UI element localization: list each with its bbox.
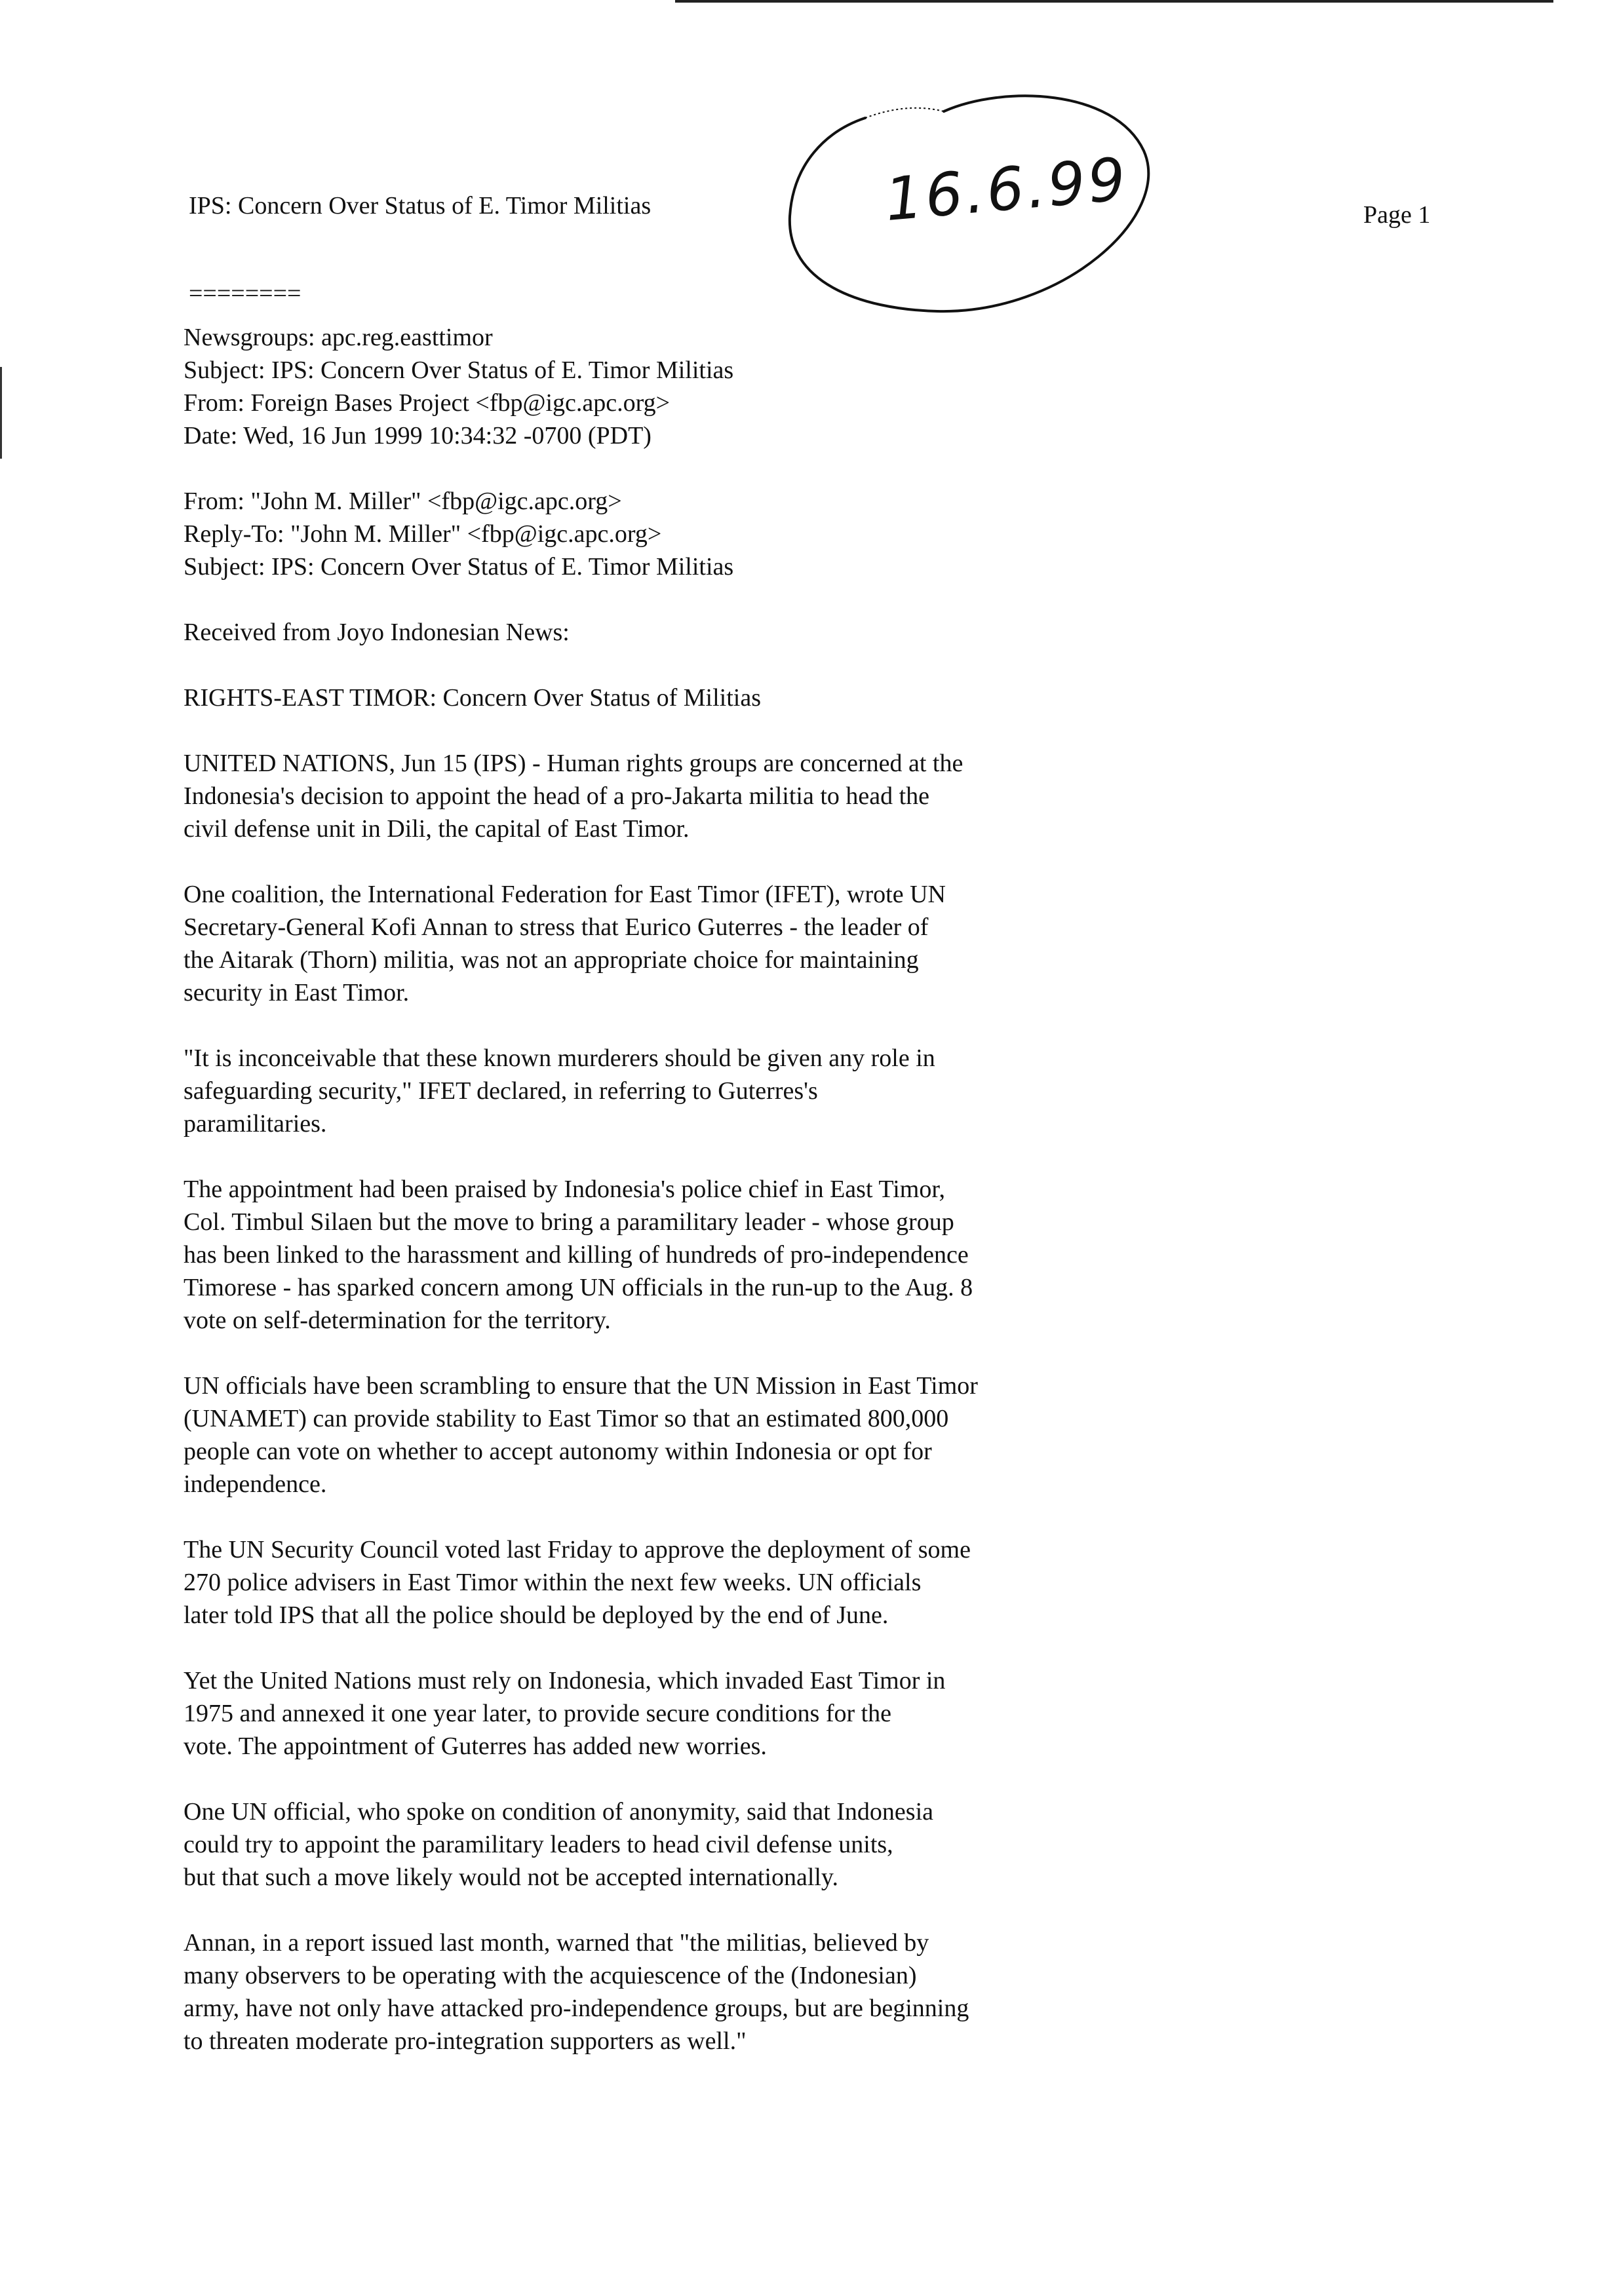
- article-paragraph: [184, 1369, 1114, 1501]
- paragraph-line: Secretary-General Kofi Annan to stress that Eurico Guterres - the leader of: [184, 913, 929, 941]
- paragraph-line: Indonesia's decision to appoint the head of a pro-Jakarta militia to head the: [184, 782, 930, 810]
- paragraph-line: but that such a move likely would not be accepted internationally.: [184, 1864, 838, 1891]
- paragraph-line: vote on self-determination for the territory.: [184, 1307, 611, 1334]
- received-line: Received from Joyo Indonesian News:: [184, 619, 570, 646]
- page-number: Page 1: [1363, 201, 1431, 229]
- paragraph-line: UNITED NATIONS, Jun 15 (IPS) - Human rights groups are concerned at the: [184, 750, 963, 777]
- paragraph-line: could try to appoint the paramilitary leaders to head civil defense units,: [184, 1831, 893, 1858]
- paragraph-line: to threaten moderate pro-integration supporters as well.": [184, 2027, 747, 2055]
- document-body: [184, 321, 1114, 2057]
- forward-header: [184, 485, 1114, 583]
- forward-from-line: From: "John M. Miller" <fbp@igc.apc.org>: [184, 488, 622, 515]
- handwritten-date-stamp: [787, 92, 1154, 328]
- date-line: Date: Wed, 16 Jun 1999 10:34:32 -0700 (PDT): [184, 422, 652, 450]
- article-paragraph: [184, 878, 1114, 1009]
- paragraph-line: Timorese - has sparked concern among UN officials in the run-up to the Aug. 8: [184, 1274, 973, 1301]
- paragraph-line: security in East Timor.: [184, 979, 410, 1006]
- article-paragraph: [184, 1795, 1114, 1894]
- left-scan-mark: [0, 367, 2, 459]
- paragraph-line: 1975 and annexed it one year later, to provide secure conditions for the: [184, 1700, 892, 1727]
- paragraph-line: many observers to be operating with the acquiescence of the (Indonesian): [184, 1962, 917, 1989]
- paragraph-line: The UN Security Council voted last Friday to approve the deployment of some: [184, 1536, 971, 1563]
- paragraph-line: later told IPS that all the police should be deployed by the end of June.: [184, 1601, 889, 1629]
- paragraph-line: people can vote on whether to accept autonomy within Indonesia or opt for: [184, 1438, 932, 1465]
- paragraph-line: civil defense unit in Dili, the capital of East Timor.: [184, 815, 690, 843]
- paragraph-line: safeguarding security," IFET declared, in referring to Guterres's: [184, 1077, 818, 1105]
- reply-to-line: Reply-To: "John M. Miller" <fbp@igc.apc.org>: [184, 520, 662, 548]
- subject-line: Subject: IPS: Concern Over Status of E. Timor Militias: [184, 356, 734, 384]
- article-headline: RIGHTS-EAST TIMOR: Concern Over Status of Militias: [184, 684, 761, 712]
- paragraph-line: Annan, in a report issued last month, warned that "the militias, believed by: [184, 1929, 929, 1957]
- paragraph-line: (UNAMET) can provide stability to East Timor so that an estimated 800,000: [184, 1405, 949, 1432]
- paragraph-line: 270 police advisers in East Timor within the next few weeks. UN officials: [184, 1569, 922, 1596]
- paragraph-line: UN officials have been scrambling to ensure that the UN Mission in East Timor: [184, 1372, 978, 1400]
- paragraph-line: army, have not only have attacked pro-independence groups, but are beginning: [184, 1995, 969, 2022]
- paragraph-line: "It is inconceivable that these known murderers should be given any role in: [184, 1044, 935, 1072]
- paragraph-line: has been linked to the harassment and killing of hundreds of pro-independence: [184, 1241, 969, 1269]
- paragraph-line: Yet the United Nations must rely on Indonesia, which invaded East Timor in: [184, 1667, 946, 1694]
- header-separator: ========: [189, 280, 302, 307]
- paragraph-line: independence.: [184, 1470, 327, 1498]
- paragraph-line: the Aitarak (Thorn) militia, was not an appropriate choice for maintaining: [184, 946, 919, 974]
- article-paragraph: [184, 1926, 1114, 2057]
- paragraph-line: paramilitaries.: [184, 1110, 327, 1138]
- article-paragraph: [184, 1042, 1114, 1140]
- article-paragraph: [184, 1173, 1114, 1337]
- newsgroups-line: Newsgroups: apc.reg.easttimor: [184, 324, 493, 351]
- top-scan-rule: [675, 0, 1553, 3]
- article-paragraph: [184, 747, 1114, 845]
- from-line: From: Foreign Bases Project <fbp@igc.apc.org>: [184, 389, 671, 417]
- article-paragraph: [184, 1533, 1114, 1632]
- document-title: IPS: Concern Over Status of E. Timor Militias: [189, 192, 652, 220]
- article-paragraph: [184, 1664, 1114, 1763]
- forward-subject-line: Subject: IPS: Concern Over Status of E. Timor Militias: [184, 553, 734, 581]
- paragraph-line: One UN official, who spoke on condition of anonymity, said that Indonesia: [184, 1798, 934, 1826]
- paragraph-line: One coalition, the International Federation for East Timor (IFET), wrote UN: [184, 881, 946, 908]
- paragraph-line: vote. The appointment of Guterres has added new worries.: [184, 1732, 767, 1760]
- handwritten-date: 16.6.99: [882, 145, 1131, 235]
- article-paragraphs: [184, 747, 1114, 2057]
- newsgroup-header: [184, 321, 1114, 452]
- paragraph-line: The appointment had been praised by Indonesia's police chief in East Timor,: [184, 1176, 945, 1203]
- paragraph-line: Col. Timbul Silaen but the move to bring a paramilitary leader - whose group: [184, 1208, 954, 1236]
